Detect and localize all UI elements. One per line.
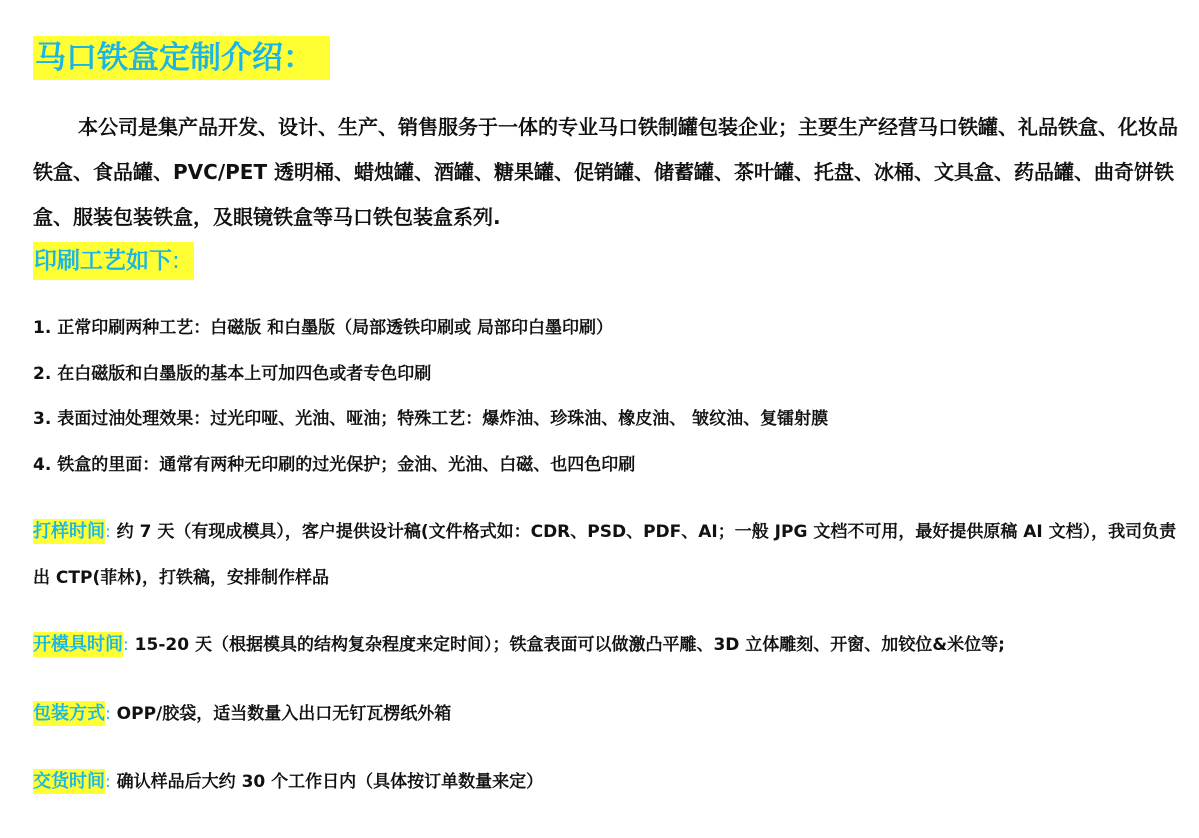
company-intro: 本公司是集产品开发、设计、生产、销售服务于一体的专业马口铁制罐包装企业；主要生产经营马口铁罐、礼品铁盒、化妆品铁盒、食品罐、PVC/PET 透明桶、蜡烛罐、酒罐、糖果罐、促销罐、储蓄罐、茶叶罐、托盘、冰桶、文具盒、药品罐、曲奇饼铁盒、服装包装铁盒，及眼镜铁盒等马口铁包装盒系列.: [33, 115, 1178, 229]
printing-heading-colon: :: [172, 248, 180, 274]
delivery-time-text: 确认样品后大约 30 个工作日内（具体按订单数量来定）: [116, 772, 544, 792]
mold-time-section: [33, 622, 1183, 668]
packaging-colon: :: [105, 704, 111, 724]
sample-time-colon: :: [105, 522, 111, 542]
printing-heading-text: 印刷工艺如下: [34, 248, 172, 274]
printing-item-1: 1. 正常印刷两种工艺：白磁版 和白墨版（局部透铁印刷或 局部印白墨印刷）: [33, 318, 614, 338]
printing-heading: [33, 242, 194, 280]
page-title: 马口铁盒定制介绍：: [33, 36, 330, 80]
packaging-text: OPP/胶袋，适当数量入出口无钉瓦楞纸外箱: [116, 704, 452, 724]
mold-time-text: 15-20 天（根据模具的结构复杂程度来定时间）；铁盒表面可以做激凸平雕、3D 立体雕刻、开窗、加铰位&米位等;: [134, 635, 1005, 655]
delivery-time-label: 交货时间: [33, 771, 105, 792]
printing-item-3: 3. 表面过油处理效果：过光印哑、光油、哑油；特殊工艺：爆炸油、珍珠油、橡皮油、 皱纹油、复镭射膜: [33, 409, 829, 429]
delivery-time-colon: :: [105, 772, 111, 792]
mold-time-label: 开模具时间: [33, 634, 123, 655]
sample-time-label: 打样时间: [33, 521, 105, 542]
packaging-label: 包装方式: [33, 703, 105, 724]
packaging-section: [33, 691, 1183, 737]
sample-time-text: 约 7 天（有现成模具），客户提供设计稿(文件格式如：CDR、PSD、PDF、AI；一般 JPG 文档不可用，最好提供原稿 AI 文档），我司负责出 CTP(菲林)，打铁稿，安排制作样品: [33, 522, 1177, 588]
mold-time-colon: :: [123, 635, 129, 655]
sample-time-section: [33, 509, 1183, 601]
delivery-time-section: [33, 759, 1183, 805]
printing-item-4: 4. 铁盒的里面：通常有两种无印刷的过光保护；金油、光油、白磁、也四色印刷: [33, 455, 636, 475]
printing-item-2: 2. 在白磁版和白墨版的基本上可加四色或者专色印刷: [33, 364, 432, 384]
